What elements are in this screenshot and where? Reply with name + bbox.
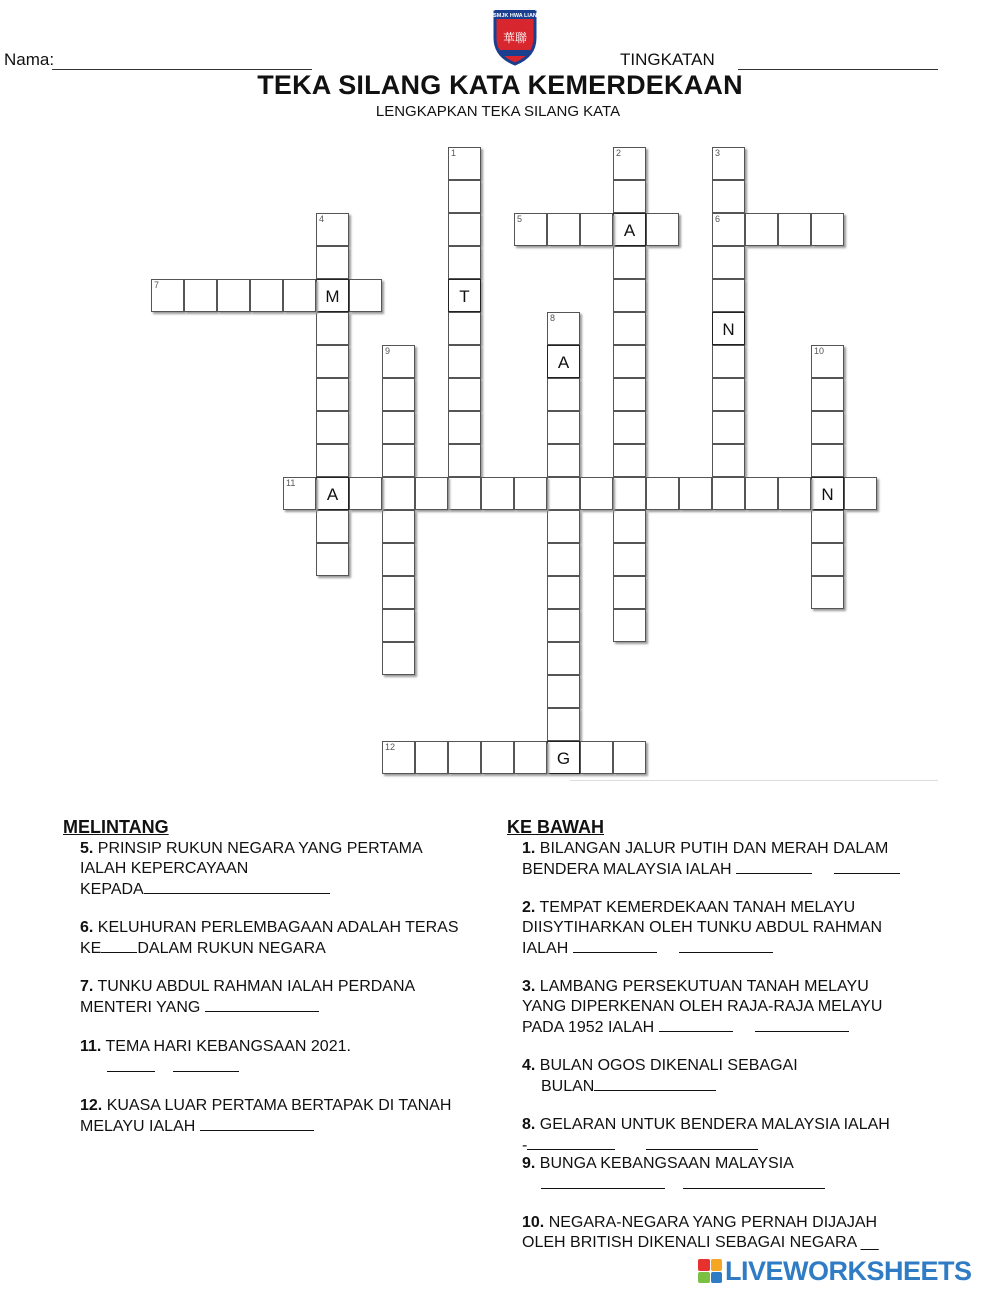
crossword-cell[interactable] bbox=[316, 411, 349, 444]
page-subtitle: LENGKAPKAN TEKA SILANG KATA bbox=[375, 103, 621, 120]
clue-across-5: 5. PRINSIP RUKUN NEGARA YANG PERTAMA IALAH KEPERCAYAAN KEPADA bbox=[80, 840, 423, 898]
answer-blank[interactable] bbox=[573, 938, 657, 953]
crossword-cell[interactable] bbox=[613, 444, 646, 477]
crossword-cell[interactable] bbox=[448, 411, 481, 444]
crossword-cell[interactable] bbox=[415, 741, 448, 774]
crossword-cell[interactable] bbox=[316, 246, 349, 279]
crossword-cell[interactable] bbox=[712, 147, 745, 180]
crossword-cell[interactable] bbox=[547, 213, 580, 246]
crossword-cell[interactable] bbox=[811, 378, 844, 411]
crossword-cell[interactable] bbox=[646, 213, 679, 246]
crossword-cell[interactable] bbox=[613, 147, 646, 180]
crossword-cell-given bbox=[547, 741, 580, 774]
crossword-cell[interactable] bbox=[547, 510, 580, 543]
answer-blank[interactable] bbox=[834, 859, 900, 874]
crossword-cell[interactable] bbox=[613, 345, 646, 378]
crossword-cell[interactable] bbox=[481, 741, 514, 774]
crossword-cell[interactable] bbox=[448, 246, 481, 279]
crossword-cell-given bbox=[448, 279, 481, 312]
crossword-cell[interactable] bbox=[811, 411, 844, 444]
answer-blank[interactable] bbox=[736, 859, 812, 874]
crossword-cell[interactable] bbox=[151, 279, 184, 312]
crossword-cell[interactable] bbox=[448, 180, 481, 213]
crossword-cell[interactable] bbox=[745, 213, 778, 246]
crossword-cell[interactable] bbox=[382, 378, 415, 411]
crossword-cell[interactable] bbox=[382, 642, 415, 675]
clue-down-2: 2. TEMPAT KEMERDEKAAN TANAH MELAYU DIISYTIHARKAN OLEH TUNKU ABDUL RAHMAN IALAH bbox=[522, 899, 883, 957]
crossword-cell[interactable] bbox=[448, 312, 481, 345]
crossword-cell[interactable] bbox=[382, 543, 415, 576]
crossword-cell[interactable] bbox=[283, 477, 316, 510]
crossword-cell[interactable] bbox=[547, 543, 580, 576]
crossword-cell[interactable] bbox=[613, 477, 646, 510]
crossword-cell[interactable] bbox=[481, 477, 514, 510]
page-title: TEKA SILANG KATA KEMERDEKAAN bbox=[257, 70, 743, 100]
clue-down-8: 8. GELARAN UNTUK BENDERA MALAYSIA IALAH - bbox=[522, 1116, 890, 1154]
clue-number: 7 bbox=[154, 280, 160, 290]
crossword-cell[interactable] bbox=[184, 279, 217, 312]
clue-number: 9 bbox=[385, 346, 391, 356]
crossword-cell[interactable] bbox=[448, 213, 481, 246]
given-letter: A bbox=[326, 485, 339, 504]
clue-number: 5 bbox=[517, 214, 523, 224]
answer-blank[interactable] bbox=[659, 1017, 733, 1032]
crossword-cell[interactable] bbox=[382, 345, 415, 378]
crossword-cell[interactable] bbox=[712, 345, 745, 378]
clue-number: 11 bbox=[286, 478, 296, 488]
clue-down-10: 10. NEGARA-NEGARA YANG PERNAH DIJAJAH OLEH BRITISH DIKENALI SEBAGAI NEGARA __ bbox=[522, 1214, 879, 1251]
crossword-cell-given bbox=[811, 477, 844, 510]
answer-blank[interactable] bbox=[200, 1116, 314, 1131]
answer-blank[interactable] bbox=[205, 997, 319, 1012]
crossword-cell[interactable] bbox=[547, 444, 580, 477]
crossword-cell[interactable] bbox=[613, 246, 646, 279]
crossword-cell[interactable] bbox=[448, 345, 481, 378]
crossword-cell[interactable] bbox=[613, 543, 646, 576]
clue-across-7: 7. TUNKU ABDUL RAHMAN IALAH PERDANA MENTERI YANG bbox=[80, 978, 416, 1016]
crossword-cell[interactable] bbox=[382, 477, 415, 510]
crossword-cell-given bbox=[316, 477, 349, 510]
clue-number: 3 bbox=[715, 148, 721, 158]
liveworksheets-logo bbox=[698, 1256, 972, 1286]
crossword-cell[interactable] bbox=[811, 576, 844, 609]
answer-blank[interactable] bbox=[101, 938, 137, 953]
clue-down-3: 3. LAMBANG PERSEKUTUAN TANAH MELAYU YANG DIPERKENAN OLEH RAJA-RAJA MELAYU PADA 1952 IALAH bbox=[522, 978, 883, 1036]
crossword-cell[interactable] bbox=[547, 576, 580, 609]
clue-across-6: 6. KELUHURAN PERLEMBAGAAN ADALAH TERAS KE DALAM RUKUN NEGARA bbox=[80, 919, 459, 957]
crossword-cell[interactable] bbox=[778, 213, 811, 246]
svg-text:華聯: 華聯 bbox=[502, 31, 528, 45]
crossword-cell[interactable] bbox=[349, 477, 382, 510]
crossword-cell[interactable] bbox=[547, 642, 580, 675]
clue-down-1: 1. BILANGAN JALUR PUTIH DAN MERAH DALAM BENDERA MALAYSIA IALAH bbox=[522, 839, 900, 880]
clue-number: 1 bbox=[451, 148, 457, 158]
crossword-cell[interactable] bbox=[646, 477, 679, 510]
given-letter: A bbox=[557, 353, 570, 372]
crossword-cell[interactable] bbox=[712, 213, 745, 246]
crossword-cell[interactable] bbox=[382, 741, 415, 774]
crossword-cell[interactable] bbox=[580, 741, 613, 774]
crossword-cell[interactable] bbox=[382, 411, 415, 444]
clue-number: 2 bbox=[616, 148, 622, 158]
crossword-cell[interactable] bbox=[514, 741, 547, 774]
crossword-cell[interactable] bbox=[712, 444, 745, 477]
crossword-cell[interactable] bbox=[448, 444, 481, 477]
crossword-cell-given bbox=[613, 213, 646, 246]
answer-blank[interactable] bbox=[679, 938, 773, 953]
crossword-cell[interactable] bbox=[547, 708, 580, 741]
crossword-cell[interactable] bbox=[613, 609, 646, 642]
crossword-cell-given bbox=[712, 312, 745, 345]
crossword-cell[interactable] bbox=[613, 510, 646, 543]
given-letter: G bbox=[556, 749, 571, 768]
answer-blank[interactable] bbox=[173, 1057, 239, 1072]
given-letter: N bbox=[722, 320, 735, 339]
clue-number: 12 bbox=[385, 742, 396, 752]
clue-across-11: 11. TEMA HARI KEBANGSAAN 2021. bbox=[80, 1037, 351, 1078]
crossword-cell[interactable] bbox=[448, 741, 481, 774]
crossword-cell[interactable] bbox=[316, 378, 349, 411]
clue-down-9: 9. BUNGA KEBANGSAAN MALAYSIA bbox=[522, 1154, 825, 1195]
crossword-cell[interactable] bbox=[316, 213, 349, 246]
crossword-cell[interactable] bbox=[514, 477, 547, 510]
crossword-cell[interactable] bbox=[547, 675, 580, 708]
answer-blank[interactable] bbox=[541, 1174, 665, 1189]
crossword-cell[interactable] bbox=[712, 279, 745, 312]
crossword-cell[interactable] bbox=[217, 279, 250, 312]
crossword-cell[interactable] bbox=[316, 543, 349, 576]
crossword-cell[interactable] bbox=[382, 609, 415, 642]
crossword-cell[interactable] bbox=[415, 477, 448, 510]
crossword-cell[interactable] bbox=[844, 477, 877, 510]
crossword-cell[interactable] bbox=[745, 477, 778, 510]
crossword-cell-given bbox=[547, 345, 580, 378]
crossword-cell[interactable] bbox=[613, 411, 646, 444]
crossword-cell[interactable] bbox=[448, 378, 481, 411]
crossword-cell[interactable] bbox=[316, 510, 349, 543]
crossword-cell[interactable] bbox=[811, 345, 844, 378]
crossword-cell[interactable] bbox=[316, 312, 349, 345]
brand-name: LIVEWORKSHEETS bbox=[725, 1255, 972, 1286]
clue-number: 10 bbox=[814, 346, 825, 356]
nama-label: Nama: bbox=[4, 50, 55, 69]
crossword-cell[interactable] bbox=[547, 312, 580, 345]
crossword-cell[interactable] bbox=[514, 213, 547, 246]
crossword-cell[interactable] bbox=[679, 477, 712, 510]
crossword-cell[interactable] bbox=[316, 444, 349, 477]
crossword-cell[interactable] bbox=[547, 477, 580, 510]
crossword-cell[interactable] bbox=[547, 609, 580, 642]
liveworksheets-icon bbox=[698, 1259, 722, 1283]
crossword-cell[interactable] bbox=[613, 312, 646, 345]
crossword-cell[interactable] bbox=[778, 477, 811, 510]
svg-text:SMJK HWA LIAN: SMJK HWA LIAN bbox=[493, 13, 537, 19]
across-heading: MELINTANG bbox=[63, 817, 169, 837]
crossword-cell[interactable] bbox=[580, 213, 613, 246]
answer-blank[interactable] bbox=[144, 879, 330, 894]
crossword-cell[interactable] bbox=[811, 543, 844, 576]
crossword-cell[interactable] bbox=[613, 279, 646, 312]
crossword-cell[interactable] bbox=[448, 147, 481, 180]
down-heading: KE BAWAH bbox=[507, 817, 605, 837]
crossword-cell[interactable] bbox=[712, 180, 745, 213]
crossword-cell[interactable] bbox=[811, 510, 844, 543]
given-letter: A bbox=[623, 221, 636, 240]
divider-line bbox=[570, 780, 938, 781]
given-letter: T bbox=[459, 287, 470, 306]
crossword-cell[interactable] bbox=[613, 378, 646, 411]
tingkatan-label: TINGKATAN bbox=[620, 50, 715, 69]
answer-blank[interactable] bbox=[683, 1174, 825, 1189]
answer-blank[interactable] bbox=[755, 1017, 849, 1032]
crossword-cell[interactable] bbox=[712, 477, 745, 510]
crossword-cell[interactable] bbox=[382, 444, 415, 477]
clue-number: 4 bbox=[319, 214, 325, 224]
crossword-cell[interactable] bbox=[613, 180, 646, 213]
crossword-cell[interactable] bbox=[580, 477, 613, 510]
clue-down-4: 4. BULAN OGOS DIKENALI SEBAGAI BULAN bbox=[522, 1057, 798, 1095]
crossword-cell[interactable] bbox=[283, 279, 316, 312]
crossword-cell[interactable] bbox=[316, 345, 349, 378]
crossword-cell[interactable] bbox=[613, 576, 646, 609]
answer-blank[interactable] bbox=[107, 1057, 155, 1072]
crossword-cell[interactable] bbox=[349, 279, 382, 312]
clue-number: 6 bbox=[715, 214, 721, 224]
answer-blank[interactable] bbox=[594, 1076, 716, 1091]
clue-number: 8 bbox=[550, 313, 556, 323]
crossword-cell[interactable] bbox=[712, 411, 745, 444]
crossword-cell[interactable] bbox=[250, 279, 283, 312]
answer-blank[interactable] bbox=[646, 1135, 758, 1150]
crossword-cell-given bbox=[316, 279, 349, 312]
crossword-cell[interactable] bbox=[382, 510, 415, 543]
crossword-cell[interactable] bbox=[382, 576, 415, 609]
crossword-cell[interactable] bbox=[811, 213, 844, 246]
crossword-cell[interactable] bbox=[547, 411, 580, 444]
given-letter: N bbox=[821, 485, 834, 504]
crossword-cell[interactable] bbox=[712, 246, 745, 279]
crossword-cell[interactable] bbox=[448, 477, 481, 510]
crossword-cell[interactable] bbox=[712, 378, 745, 411]
crossword-cell[interactable] bbox=[547, 378, 580, 411]
given-letter: M bbox=[325, 287, 340, 306]
crossword-cell[interactable] bbox=[811, 444, 844, 477]
crossword-cell[interactable] bbox=[613, 741, 646, 774]
clue-across-12: 12. KUASA LUAR PERTAMA BERTAPAK DI TANAH MELAYU IALAH bbox=[80, 1097, 452, 1135]
answer-blank[interactable] bbox=[527, 1135, 615, 1150]
